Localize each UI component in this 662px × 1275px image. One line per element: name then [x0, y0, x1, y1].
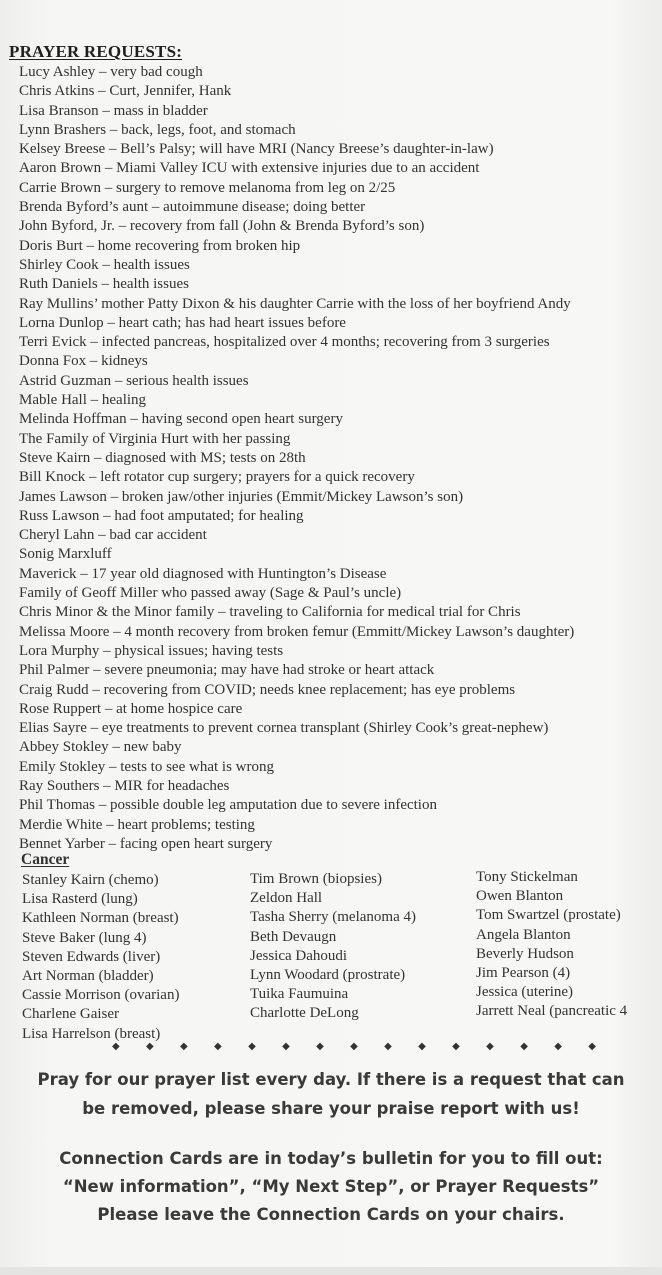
- list-item: Maverick – 17 year old diagnosed with Huntington’s Disease: [19, 565, 387, 582]
- cancer-list-column-1: [22, 871, 179, 1044]
- cancer-heading: Cancer: [21, 851, 70, 868]
- diamond-icon: ◆: [214, 1041, 222, 1052]
- list-item: Terri Evick – infected pancreas, hospitalized over 4 months; recovering from 3 surgeries: [19, 334, 550, 351]
- notice-line: Pray for our prayer list every day. If there is a request that can: [37, 1070, 625, 1089]
- connection-card-notice: [0, 1145, 662, 1229]
- diamond-icon: ◆: [554, 1041, 562, 1052]
- list-item: Jessica Dahoudi: [250, 947, 348, 964]
- list-item: Charlene Gaiser: [22, 1006, 120, 1023]
- list-item: Bennet Yarber – facing open heart surgery: [19, 835, 273, 852]
- list-item: Phil Thomas – possible double leg amputation due to severe infection: [19, 797, 437, 814]
- list-item: Art Norman (bladder): [22, 968, 154, 985]
- list-item: Rose Ruppert – at home hospice care: [19, 700, 243, 717]
- diamond-icon: ◆: [452, 1041, 460, 1052]
- diamond-icon: ◆: [146, 1041, 154, 1052]
- list-item: Angela Blanton: [476, 926, 571, 943]
- page-bottom-edge: [0, 1267, 662, 1275]
- list-item: Brenda Byford’s aunt – autoimmune disease; doing better: [19, 199, 366, 216]
- cancer-list-column-3: [476, 868, 627, 1022]
- list-item: Mable Hall – healing: [19, 392, 147, 409]
- list-item: James Lawson – broken jaw/other injuries (Emmit/Mickey Lawson’s son): [19, 488, 464, 505]
- list-item: Beverly Hudson: [476, 945, 574, 962]
- list-item: Lucy Ashley – very bad cough: [19, 64, 203, 80]
- list-item: Elias Sayre – eye treatments to prevent cornea transplant (Shirley Cook’s great-nephew): [19, 720, 549, 737]
- list-item: Lora Murphy – physical issues; having tests: [19, 642, 284, 659]
- list-item: Chris Atkins – Curt, Jennifer, Hank: [19, 83, 232, 100]
- diamond-icon: ◆: [112, 1041, 120, 1052]
- list-item: The Family of Virginia Hurt with her passing: [19, 430, 291, 447]
- list-item: Jessica (uterine): [476, 984, 574, 1001]
- list-item: Emily Stokley – tests to see what is wrong: [19, 758, 274, 775]
- prayer-request-list: [19, 63, 659, 854]
- diamond-icon: ◆: [350, 1041, 358, 1052]
- list-item: Lorna Dunlop – heart cath; has had heart issues before: [19, 314, 346, 331]
- list-item: Lisa Branson – mass in bladder: [19, 102, 208, 119]
- list-item: Owen Blanton: [476, 888, 564, 905]
- list-item: Ray Mullins’ mother Patty Dixon & his daughter Carrie with the loss of her boyfriend Andy: [19, 295, 571, 312]
- diamond-icon: ◆: [384, 1041, 392, 1052]
- list-item: Cassie Morrison (ovarian): [22, 987, 180, 1004]
- list-item: Astrid Guzman – serious health issues: [19, 372, 249, 389]
- list-item: Donna Fox – kidneys: [19, 353, 148, 370]
- notice-line: be removed, please share your praise report with us!: [82, 1099, 580, 1118]
- list-item: Jim Pearson (4): [476, 965, 571, 982]
- diamond-icon: ◆: [316, 1041, 324, 1052]
- list-item: Steven Edwards (liver): [22, 948, 161, 965]
- diamond-icon: ◆: [588, 1041, 596, 1052]
- list-item: Carrie Brown – surgery to remove melanoma from leg on 2/25: [19, 179, 396, 196]
- list-item: Chris Minor & the Minor family – traveling to California for medical trial for Chris: [19, 604, 521, 621]
- list-item: Tony Stickelman: [476, 869, 578, 885]
- cancer-list-column-2: [250, 870, 416, 1024]
- diamond-icon: ◆: [520, 1041, 528, 1052]
- list-item: Lynn Woodard (prostrate): [250, 967, 406, 984]
- list-item: Tom Swartzel (prostate): [476, 907, 621, 924]
- list-item: Aaron Brown – Miami Valley ICU with extensive injuries due to an accident: [19, 160, 480, 177]
- list-item: Beth Devaugn: [250, 928, 337, 945]
- list-item: Lisa Rasterd (lung): [22, 891, 138, 908]
- list-item: Russ Lawson – had foot amputated; for healing: [19, 507, 304, 524]
- list-item: Phil Palmer – severe pneumonia; may have had stroke or heart attack: [19, 662, 435, 679]
- list-item: Sonig Marxluff: [19, 546, 112, 563]
- list-item: Ruth Daniels – health issues: [19, 276, 189, 293]
- list-item: Family of Geoff Miller who passed away (Sage & Paul’s uncle): [19, 585, 402, 602]
- list-item: Shirley Cook – health issues: [19, 256, 190, 273]
- diamond-icon: ◆: [248, 1041, 256, 1052]
- list-item: Charlotte DeLong: [250, 1005, 359, 1022]
- list-item: Stanley Kairn (chemo): [22, 872, 159, 888]
- diamond-icon: ◆: [418, 1041, 426, 1052]
- list-item: Ray Southers – MIR for headaches: [19, 777, 230, 794]
- list-item: Lynn Brashers – back, legs, foot, and stomach: [19, 121, 296, 138]
- list-item: Abbey Stokley – new baby: [19, 739, 182, 756]
- diamond-icon: ◆: [486, 1041, 494, 1052]
- list-item: Melissa Moore – 4 month recovery from broken femur (Emmitt/Mickey Lawson’s daughter): [19, 623, 575, 640]
- list-item: Bill Knock – left rotator cup surgery; prayers for a quick recovery: [19, 469, 415, 486]
- list-item: Kelsey Breese – Bell’s Palsy; will have MRI (Nancy Breese’s daughter-in-law): [19, 141, 494, 158]
- list-item: Kathleen Norman (breast): [22, 910, 179, 927]
- list-item: Doris Burt – home recovering from broken hip: [19, 237, 301, 254]
- list-item: Lisa Harrelson (breast): [22, 1025, 161, 1042]
- list-item: Steve Kairn – diagnosed with MS; tests on 28th: [19, 449, 306, 466]
- list-item: Tim Brown (biopsies): [250, 871, 382, 887]
- list-item: Steve Baker (lung 4): [22, 929, 147, 946]
- list-item: Zeldon Hall: [250, 890, 323, 907]
- list-item: Cheryl Lahn – bad car accident: [19, 527, 207, 544]
- list-item: Merdie White – heart problems; testing: [19, 816, 255, 833]
- notice-line: Connection Cards are in today’s bulletin for you to fill out:: [59, 1149, 603, 1168]
- list-item: John Byford, Jr. – recovery from fall (John & Brenda Byford’s son): [19, 218, 425, 235]
- prayer-notice: [0, 1065, 662, 1123]
- list-item: Tuika Faumuina: [250, 986, 349, 1003]
- diamond-divider: [112, 1041, 596, 1052]
- list-item: Craig Rudd – recovering from COVID; needs knee replacement; has eye problems: [19, 681, 516, 698]
- list-item: Jarrett Neal (pancreatic 4: [476, 1003, 628, 1020]
- list-item: Tasha Sherry (melanoma 4): [250, 909, 416, 926]
- notice-line: Please leave the Connection Cards on your chairs.: [97, 1205, 565, 1224]
- notice-line: “New information”, “My Next Step”, or Prayer Requests”: [62, 1177, 600, 1196]
- diamond-icon: ◆: [180, 1041, 188, 1052]
- page-title: PRAYER REQUESTS:: [9, 42, 183, 61]
- list-item: Melinda Hoffman – having second open heart surgery: [19, 411, 343, 428]
- diamond-icon: ◆: [282, 1041, 290, 1052]
